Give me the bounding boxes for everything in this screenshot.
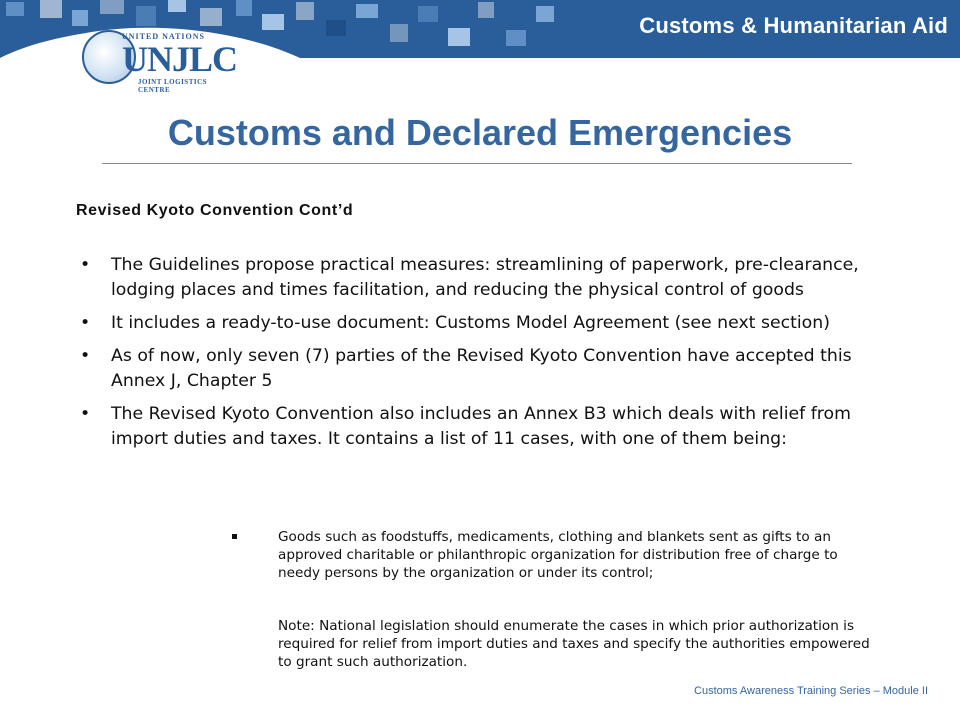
logo-name: UNJLC — [122, 39, 238, 79]
slide-title: Customs and Declared Emergencies — [167, 112, 793, 153]
sub-bullet-list — [232, 528, 872, 582]
bullet-text: It includes a ready-to-use document: Customs Model Agreement (see next section) — [111, 313, 830, 333]
square-bullet-icon — [232, 534, 237, 539]
banner-tile — [326, 20, 346, 36]
banner-tile — [506, 30, 526, 46]
banner-tile — [448, 28, 470, 46]
bullet-text: The Revised Kyoto Convention also includes an Annex B3 which deals with relief from import duties and taxes. It contains a list of 11 cases, with one of them being: — [111, 404, 851, 449]
footer-text: Customs Awareness Training Series – Module II — [694, 685, 928, 697]
banner-tile — [390, 24, 408, 42]
bullet-text: As of now, only seven (7) parties of the Revised Kyoto Convention have accepted this Annex J, Chapter 5 — [111, 346, 852, 391]
bullet-item — [80, 344, 892, 394]
bullet-list — [80, 253, 892, 460]
logo-sub-text: JOINT LOGISTICS CENTRE — [138, 78, 208, 94]
banner-title: Customs & Humanitarian Aid — [639, 13, 948, 38]
banner-tile — [478, 2, 494, 18]
legislation-note: Note: National legislation should enumerate the cases in which prior authorization is required for relief from import duties and taxes and specify the authorities empowered to grant such authorization. — [278, 618, 870, 670]
bullet-icon: • — [80, 313, 91, 333]
title-divider — [102, 163, 852, 164]
bullet-icon: • — [80, 346, 91, 366]
banner-tile — [536, 6, 554, 22]
sub-bullet-text: Goods such as foodstuffs, medicaments, clothing and blankets sent as gifts to an approved charitable or philanthropic organization for distribution free of charge to needy persons by the organization or under its control; — [278, 529, 838, 581]
banner-tile — [356, 4, 378, 18]
bullet-item — [80, 311, 892, 336]
bullet-item — [80, 253, 892, 303]
logo-top-text: UNITED NATIONS — [122, 32, 205, 41]
bullet-item — [80, 402, 892, 452]
bullet-text: The Guidelines propose practical measures: streamlining of paperwork, pre-clearance, lodging places and times facilitation, and reducing the physical control of goods — [111, 255, 859, 300]
banner-tile — [418, 6, 438, 22]
unjlc-logo — [78, 26, 238, 94]
bullet-icon: • — [80, 255, 91, 275]
slide-subheading: Revised Kyoto Convention Cont’d — [76, 202, 354, 219]
sub-bullet-item — [232, 528, 872, 582]
bullet-icon: • — [80, 404, 91, 424]
